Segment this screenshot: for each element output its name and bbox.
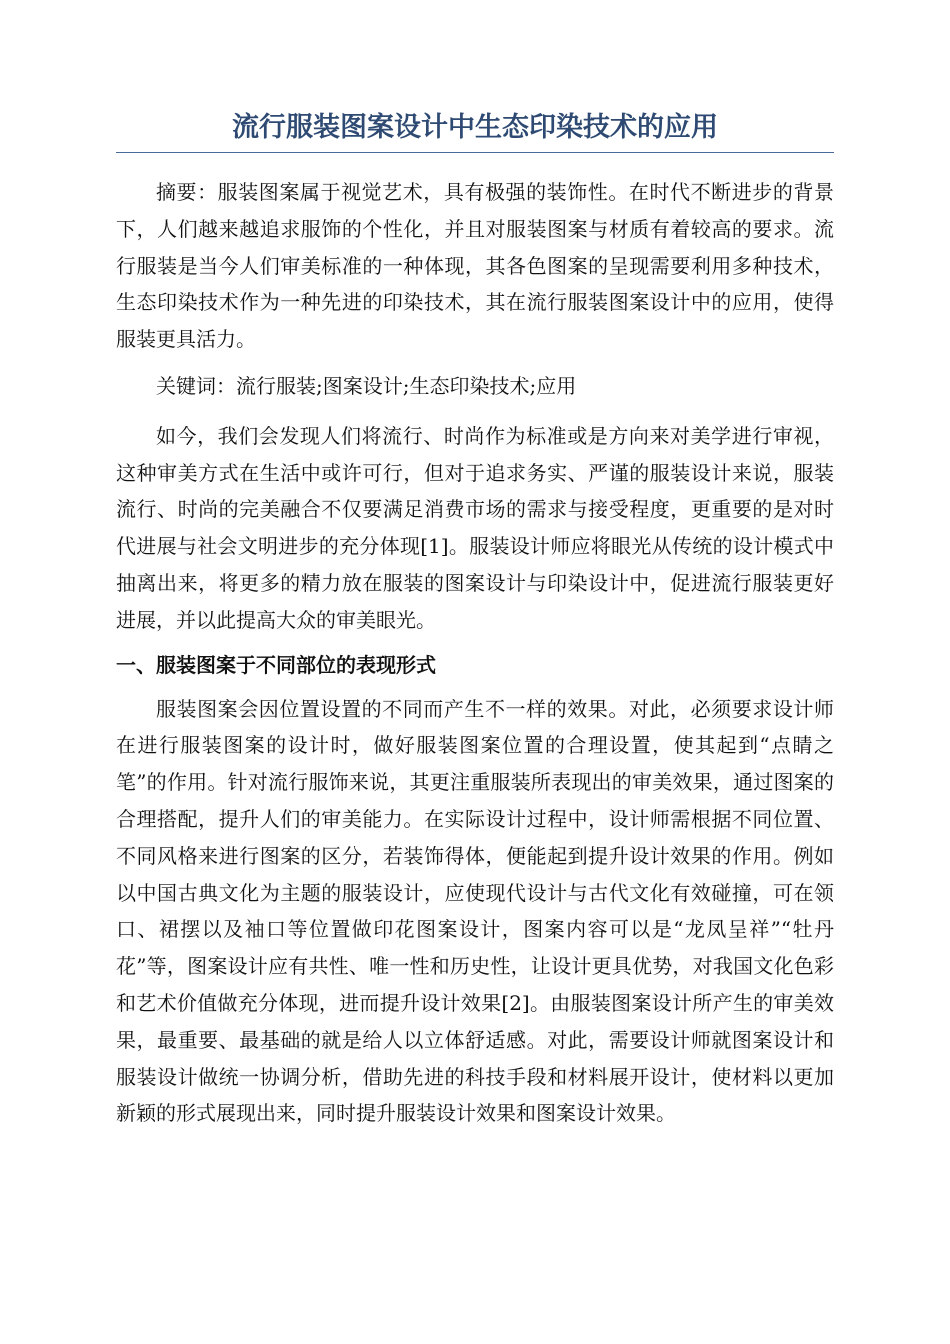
abstract-paragraph: 摘要：服装图案属于视觉艺术，具有极强的装饰性。在时代不断进步的背景下，人们越来越追求服饰的个性化，并且对服装图案与材质有着较高的要求。流行服装是当今人们审美标准的一种体现，其各色图案的呈现需要利用多种技术，生态印染技术作为一种先进的印染技术，其在流行服装图案设计中的应用，使得服装更具活力。 bbox=[116, 180, 834, 352]
document-page bbox=[116, 108, 834, 1132]
keywords-paragraph: 关键词：流行服装;图案设计;生态印染技术;应用 bbox=[156, 373, 577, 398]
section-paragraph: 服装图案会因位置设置的不同而产生不一样的效果。对此，必须要求设计师在进行服装图案的设计时，做好服装图案位置的合理设置，使其起到“点睛之笔”的作用。针对流行服饰来说，其更注重服装所表现出的审美效果，通过图案的合理搭配，提升人们的审美能力。在实际设计过程中，设计师需根据不同位置、不同风格来进行图案的区分，若装饰得体，便能起到提升设计效果的作用。例如以中国古典文化为主题的服装设计，应使现代设计与古代文化有效碰撞，可在领口、裙摆以及袖口等位置做印花图案设计，图案内容可以是“龙凤呈祥”“牡丹花”等，图案设计应有共性、唯一性和历史性，让设计更具优势，对我国文化色彩和艺术价值做充分体现，进而提升设计效果[2]。由服装图案设计所产生的审美效果，最重要、最基础的就是给人以立体舒适感。对此，需要设计师就图案设计和服装设计做统一协调分析，借助先进的科技手段和材料展开设计，使材料以更加新颖的形式展现出来，同时提升服装设计效果和图案设计效果。 bbox=[116, 696, 834, 1126]
section-heading: 一、服装图案于不同部位的表现形式 bbox=[116, 652, 436, 677]
intro-paragraph: 如今，我们会发现人们将流行、时尚作为标准或是方向来对美学进行审视，这种审美方式在生活中或许可行，但对于追求务实、严谨的服装设计来说，服装流行、时尚的完美融合不仅要满足消费市场的需求与接受程度，更重要的是对时代进展与社会文明进步的充分体现[1]。服装设计师应将眼光从传统的设计模式中抽离出来，将更多的精力放在服装的图案设计与印染设计中，促进流行服装更好进展，并以此提高大众的审美眼光。 bbox=[116, 423, 834, 632]
document-title: 流行服装图案设计中生态印染技术的应用 bbox=[116, 108, 834, 153]
